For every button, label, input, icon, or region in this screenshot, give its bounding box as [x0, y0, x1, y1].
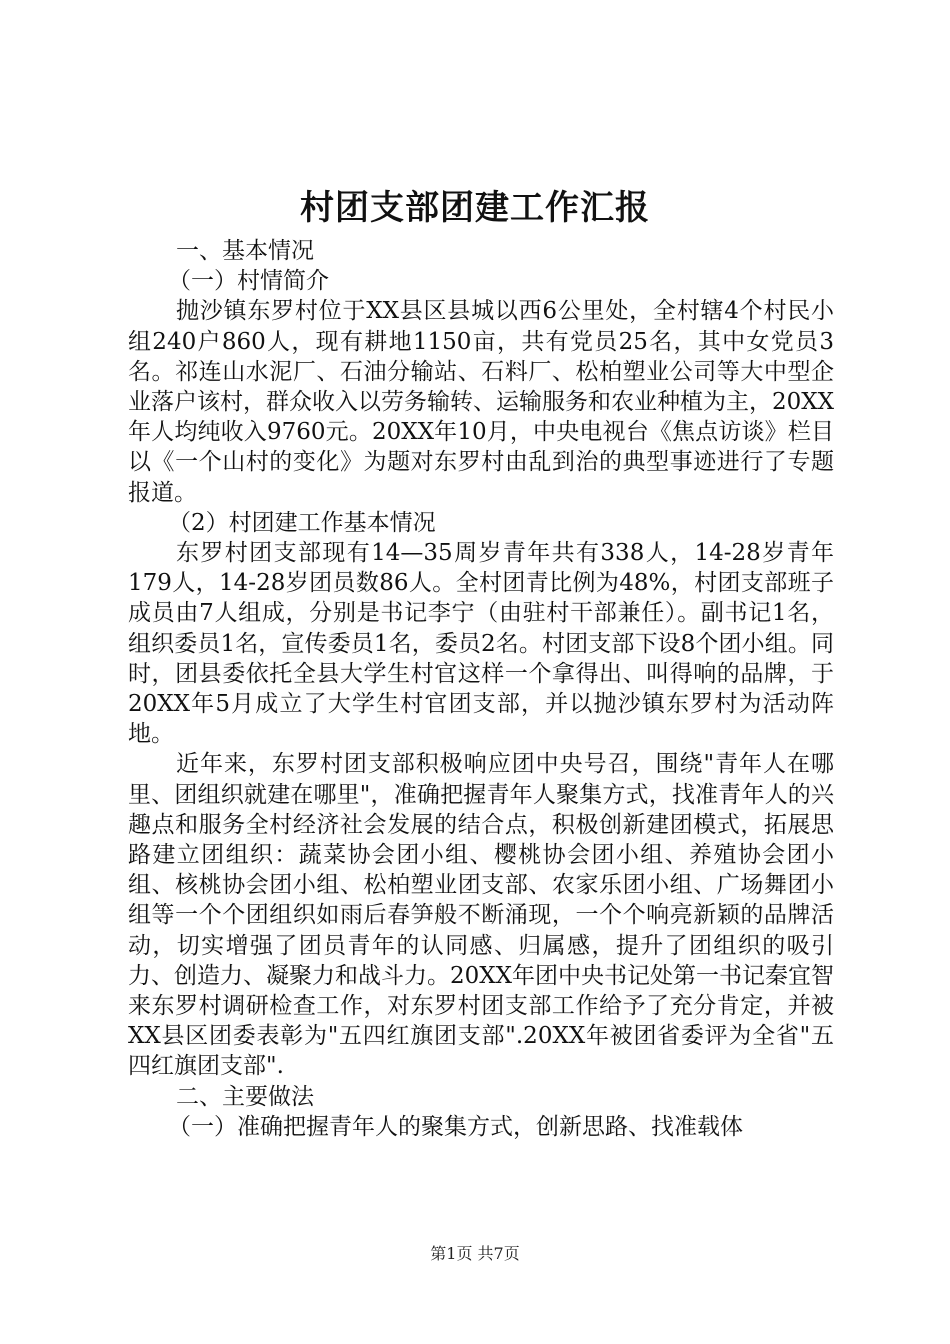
- subsection-heading-league-status: （2）村团建工作基本情况: [168, 509, 436, 536]
- document-body: [128, 236, 834, 1142]
- paragraph-village-intro: 抛沙镇东罗村位于XX县区县城以西6公里处，全村辖4个村民小组240户860人，现有耕地1150亩，共有党员25名，其中女党员3名。祁连山水泥厂、石油分输站、石料厂、松柏塑业公司等大中型企业落户该村，群众收入以劳务输转、运输服务和农业种植为主，20XX年人均纯收入9760元。20XX年10月，中央电视台《焦点访谈》栏目以《一个山村的变化》为题对东罗村由乱到治的典型事迹进行了专题报道。: [128, 298, 835, 506]
- subsection-heading-gathering-methods: （一）准确把握青年人的聚集方式，创新思路、找准载体: [168, 1113, 743, 1140]
- paragraph-league-status: 东罗村团支部现有14—35周岁青年共有338人，14-28岁青年179人，14-28岁团员数86人。全村团青比例为48%，村团支部班子成员由7人组成，分别是书记李宁（由驻村干部兼任）。副书记1名，组织委员1名，宣传委员1名，委员2名。村团支部下设8个团小组。同时，团县委依托全县大学生村官这样一个拿得出、叫得响的品牌，于20XX年5月成立了大学生村官团支部，并以抛沙镇东罗村为活动阵地。: [128, 540, 834, 748]
- document-title: 村团支部团建工作汇报: [300, 188, 650, 228]
- page-number-footer: 第1页 共7页: [430, 1244, 520, 1263]
- section-heading-basic-info: 一、基本情况: [176, 238, 314, 264]
- subsection-heading-village-intro: （一）村情简介: [168, 268, 329, 295]
- paragraph-recent-years: 近年来，东罗村团支部积极响应团中央号召，围绕"青年人在哪里、团组织就建在哪里"，准确把握青年人聚集方式，找准青年人的兴趣点和服务全村经济社会发展的结合点，积极创新建团模式，拓展思路建立团组织：蔬菜协会团小组、樱桃协会团小组、养殖协会团小组、核桃协会团小组、松柏塑业团支部、农家乐团小组、广场舞团小组等一个个团组织如雨后春笋般不断涌现，一个个响亮新颖的品牌活动，切实增强了团员青年的认同感、归属感，提升了团组织的吸引力、创造力、凝聚力和战斗力。20XX年团中央书记处第一书记秦宜智来东罗村调研检查工作，对东罗村团支部工作给予了充分肯定，并被XX县区团委表彰为"五四红旗团支部".20XX年被团省委评为全省"五四红旗团支部".: [128, 751, 835, 1080]
- section-heading-main-practices: 二、主要做法: [176, 1083, 314, 1110]
